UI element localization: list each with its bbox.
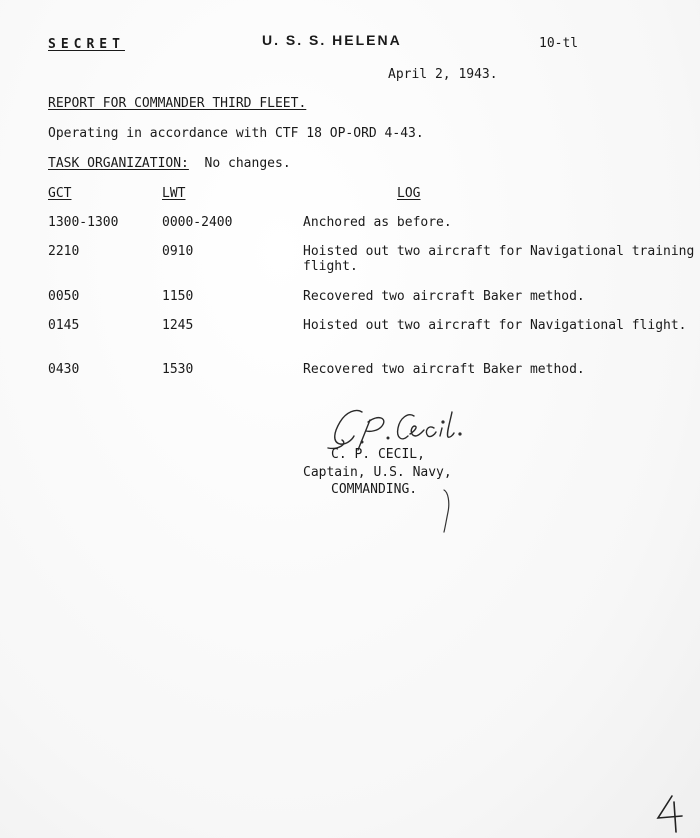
row-lwt: 1530 <box>162 362 194 377</box>
classification-marking: SECRET <box>48 37 125 52</box>
signatory-rank: Captain, U.S. Navy, <box>303 465 452 480</box>
row-log: Anchored as before. <box>303 215 452 230</box>
header-log: LOG <box>397 186 421 201</box>
row-gct: 0430 <box>48 362 80 377</box>
row-gct: 1300-1300 <box>48 215 119 230</box>
row-log: Hoisted out two aircraft for Navigational flight. <box>303 318 687 333</box>
ship-name: U. S. S. HELENA <box>262 32 402 48</box>
row-log: Recovered two aircraft Baker method. <box>303 362 585 377</box>
row-lwt: 1150 <box>162 289 194 304</box>
row-gct: 0050 <box>48 289 80 304</box>
reference-number: 10-tl <box>539 36 579 51</box>
task-organization-label: TASK ORGANIZATION: <box>48 156 189 171</box>
header-gct: GCT <box>48 186 72 201</box>
page-number-mark <box>652 792 688 834</box>
signatory-role: COMMANDING. <box>331 482 418 497</box>
row-gct: 0145 <box>48 318 80 333</box>
row-log: Recovered two aircraft Baker method. <box>303 289 585 304</box>
row-gct: 2210 <box>48 244 80 259</box>
row-log: Hoisted out two aircraft for Navigational training flight. <box>303 244 695 274</box>
operating-order: Operating in accordance with CTF 18 OP-ORD 4-43. <box>48 126 424 141</box>
header-lwt: LWT <box>162 186 186 201</box>
row-lwt: 0910 <box>162 244 194 259</box>
pen-mark <box>438 486 458 536</box>
row-lwt: 1245 <box>162 318 194 333</box>
signatory-name: C. P. CECIL, <box>331 447 425 462</box>
report-title: REPORT FOR COMMANDER THIRD FLEET. <box>48 96 307 111</box>
task-organization <box>48 156 291 171</box>
report-date: April 2, 1943. <box>388 67 498 82</box>
row-lwt: 0000-2400 <box>162 215 233 230</box>
task-organization-value: No changes. <box>204 156 291 171</box>
